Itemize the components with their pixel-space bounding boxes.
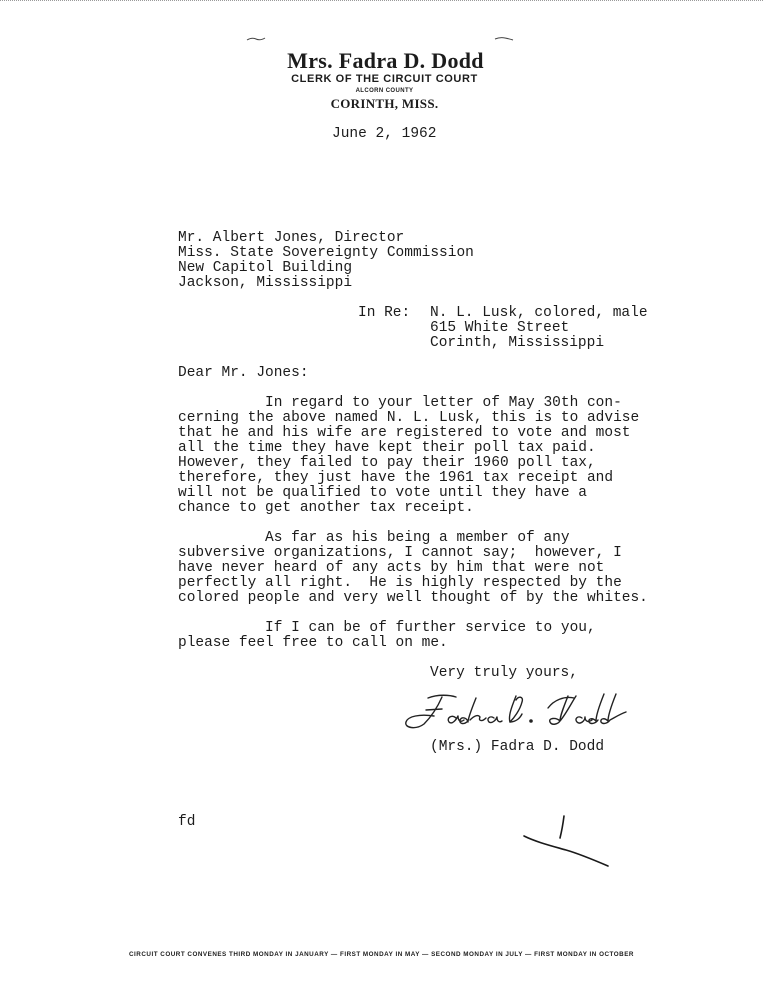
letterhead-flourish-right [494,36,514,42]
in-re-line: Corinth, Mississippi [430,335,605,351]
salutation: Dear Mr. Jones: [178,365,309,381]
recipient-line: Mr. Albert Jones, Director [178,230,405,246]
in-re-line: N. L. Lusk, colored, male [430,305,648,321]
handwritten-check-mark [522,814,612,868]
in-re-line: 615 White Street [430,320,570,336]
recipient-line: Miss. State Sovereignty Commission [178,245,474,261]
letterhead-title: CLERK OF THE CIRCUIT COURT [291,73,478,85]
in-re-label: In Re: [358,305,411,321]
typed-signer-name: (Mrs.) Fadra D. Dodd [430,739,605,755]
footer-court-schedule: CIRCUIT COURT CONVENES THIRD MONDAY IN JANUARY — FIRST MONDAY IN MAY — SECOND MONDAY IN JULY — FIRST MONDAY IN OCTOBER [129,951,634,958]
letter-date: June 2, 1962 [332,126,437,142]
typist-initials: fd [178,814,196,830]
recipient-address [178,231,474,291]
letterhead-county: ALCORN COUNTY [355,88,414,94]
letterhead-name: Mrs. Fadra D. Dodd [287,48,484,73]
letterhead-flourish-left [246,36,266,42]
recipient-line: Jackson, Mississippi [178,275,353,291]
letterhead-city: CORINTH, MISS. [330,96,439,111]
in-re-subject [430,306,648,351]
recipient-line: New Capitol Building [178,260,353,276]
body-paragraph-1: In regard to your letter of May 30th con- cerning the above named N. L. Lusk, this is to advise that he and his wife are registered to vote and most all the time they have kept their poll tax paid. However, they failed to pay their 1960 poll tax, therefore, they just have the 1961 tax receipt and will not be qualified to vote until they have a chance to get another tax receipt. [178,395,640,516]
page-edge-dotted-line [0,0,763,3]
handwritten-signature [398,688,643,734]
closing: Very truly yours, [430,665,578,681]
body-paragraph-3: If I can be of further service to you, please feel free to call on me. [178,620,596,651]
body-paragraph-2: As far as his being a member of any subversive organizations, I cannot say; however, I have never heard of any acts by him that were not perfectly all right. He is highly respected by the colored people and very well thought of by the whites. [178,530,648,606]
